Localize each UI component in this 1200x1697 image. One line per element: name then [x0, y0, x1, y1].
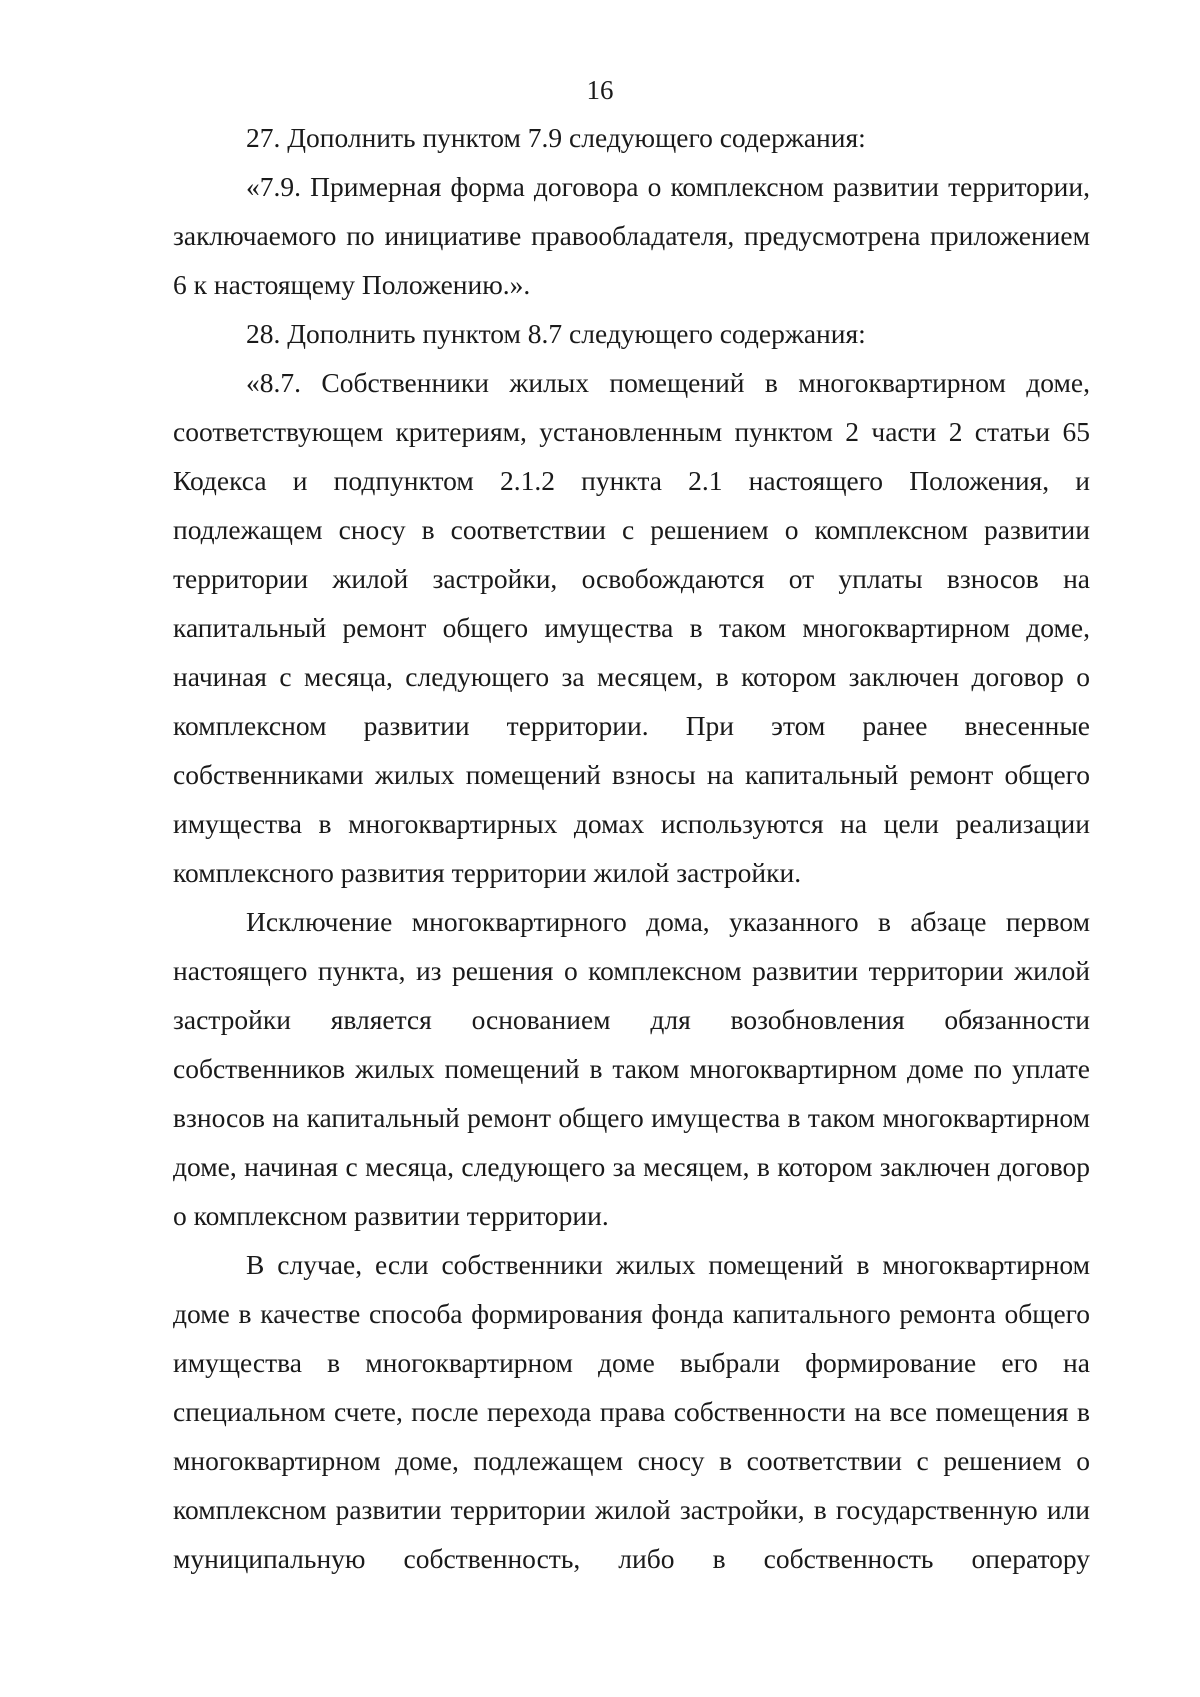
paragraph-item-28: 28. Дополнить пунктом 8.7 следующего содержания: [246, 318, 866, 349]
paragraph-clause-7-9: «7.9. Примерная форма договора о комплексном развитии территории, заключаемого по инициативе правообладателя, предусмотрена приложением 6 к настоящему Положению.». [173, 171, 1090, 300]
paragraph-exclusion: Исключение многоквартирного дома, указанного в абзаце первом настоящего пункта, из решения о комплексном развитии территории жилой застройки является основанием для возобновления обязанности собственников жилых помещений в таком многоквартирном доме по уплате взносов на капитальный ремонт общего имущества в таком многоквартирном доме, начиная с месяца, следующего за месяцем, в котором заключен договор о комплексном развитии территории. [173, 906, 1090, 1231]
paragraph-clause-8-7: «8.7. Собственники жилых помещений в многоквартирном доме, соответствующем критериям, установленным пунктом 2 части 2 статьи 65 Кодекса и подпунктом 2.1.2 пункта 2.1 настоящего Положения, и подлежащем сносу в соответствии с решением о комплексном развитии территории жилой застройки, освобождаются от уплаты взносов на капитальный ремонт общего имущества в таком многоквартирном доме, начиная с месяца, следующего за месяцем, в котором заключен договор о комплексном развитии территории. При этом ранее внесенные собственниками жилых помещений взносы на капитальный ремонт общего имущества в многоквартирных домах используются на цели реализации комплексного развития территории жилой застройки. [173, 367, 1090, 888]
page-number: 16 [586, 75, 614, 105]
paragraph-item-27: 27. Дополнить пунктом 7.9 следующего содержания: [246, 122, 866, 153]
document-body [173, 113, 1090, 1583]
paragraph-special-account: В случае, если собственники жилых помещений в многоквартирном доме в качестве способа формирования фонда капитального ремонта общего имущества в многоквартирном доме выбрали формирование его на специальном счете, после перехода права собственности на все помещения в многоквартирном доме, подлежащем сносу в соответствии с решением о комплексном развитии территории жилой застройки, в государственную или муниципальную собственность, либо в собственность оператору [173, 1249, 1090, 1574]
